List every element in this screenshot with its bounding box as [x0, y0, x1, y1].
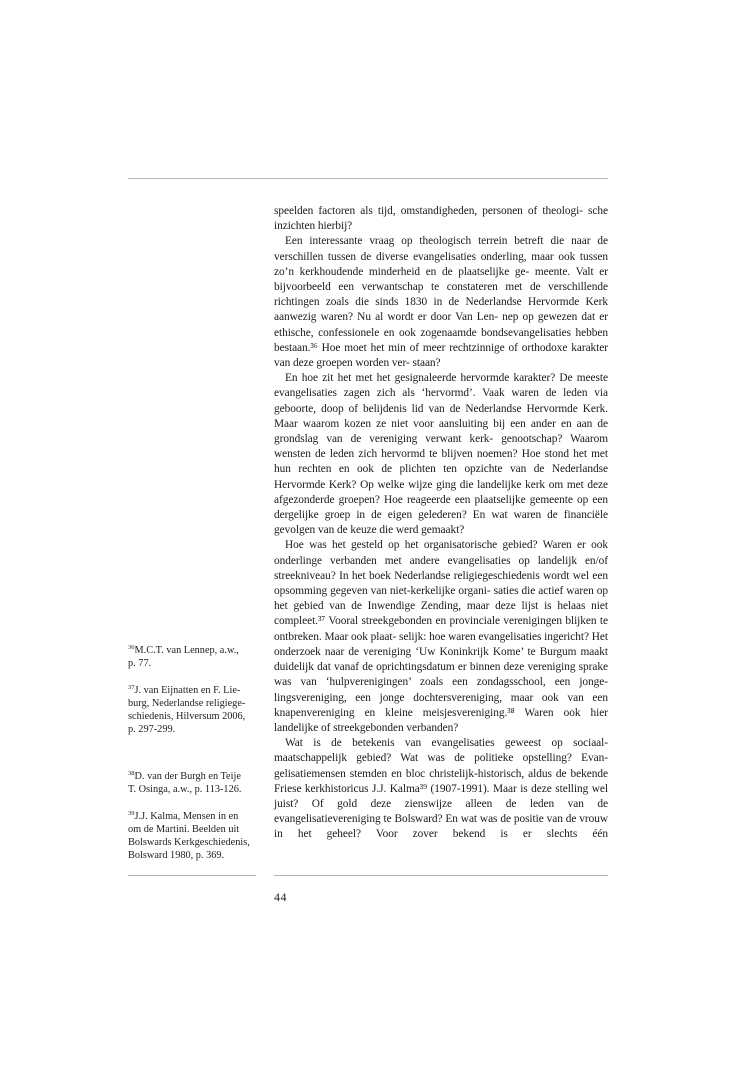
footnote-39 [128, 810, 256, 862]
text-line: Een interessante vraag op theologisch terrein betreft die naar [285, 235, 591, 248]
text-line: en/of streekniveau? In het boek Nederlandse religiegeschiedenis [274, 554, 608, 582]
paragraph-3 [274, 371, 608, 538]
text-line: genootschap? Waarom wensten de leden zich hervormd te blijven [274, 433, 608, 461]
text-line: is deze stelling wel juist? Of gold deze zienswijze alleen de leden [274, 782, 608, 810]
footnote-number: 39 [128, 810, 135, 817]
text-line: dat vanaf de oprichtingsdatum er binnen deze vereniging sprake [317, 661, 608, 674]
footnote-line: om de Martini. Beelden uit [128, 824, 240, 835]
text-line: Hoe was het gesteld op het organisatorische gebied? Waren er [285, 539, 586, 552]
footnote-bottom-rule [128, 875, 256, 876]
text-line: ook tussen zo’n kerkhoudende minderheid en de plaatselijke ge- [274, 250, 608, 278]
text-line: meeste evangelisaties zagen zich als ‘hervormd’. Vaak waren de [274, 372, 608, 400]
footnote-number: 36 [128, 644, 135, 651]
text-line: En hoe zit het met het gesignaleerde hervormde karakter? De [285, 372, 573, 385]
footnote-line: Bolswards Kerkgeschiedenis, [128, 837, 250, 848]
text-line: die werd gemaakt? [379, 524, 465, 537]
main-text-column [274, 204, 608, 843]
text-line: bekende Friese kerkhistoricus J.J. Kalma³⁹ (1907-1991). Maar [274, 767, 608, 795]
text-line: wordt wel een opsomming gegeven van niet-kerkelijke organi- [274, 569, 608, 598]
text-line: knapenvereniging en kleine meisjesvereniging.³⁸ Waren ook hier [274, 706, 608, 719]
text-line: van de evangelisatievereniging te Bolsward? En wat was de positie [274, 797, 608, 826]
text-line: lingsvereniging, een jonge dochtersvereniging, maar ook van een [274, 691, 608, 704]
top-rule [128, 178, 608, 179]
text-line: speelden factoren als tijd, omstandigheden, personen of theologi- [274, 205, 583, 217]
page-number: 44 [274, 890, 287, 904]
footnote-line: M.C.T. van Lennep, a.w., [134, 645, 239, 656]
text-line: maatschappelijk gebied? Wat was de politieke opstelling? Evan- [274, 752, 608, 765]
footnote-number: 38 [128, 770, 135, 777]
footnote-36 [128, 644, 256, 670]
footnote-line: J.J. Kalma, Mensen in en [134, 811, 239, 822]
footnote-38 [128, 770, 256, 796]
text-line: selijk: hoe waren evangelisaties ingericht? Het onderzoek naar [274, 630, 608, 658]
text-line: de verschillen tussen de diverse evangelisaties onderling, maar [274, 235, 608, 263]
text-line: noemen? Hoe stond het met hun rechten en ook de plichten ten [274, 448, 608, 476]
text-line: de vereniging ‘Uw Koninkrijk Kome’ te Burgum maakt duidelijk [274, 645, 608, 674]
text-line: en provinciale verenigingen blijken te ontbreken. Maar ook plaat- [274, 615, 608, 643]
text-line: ging die landelijke kerk om met deze afgezonderde groepen? Hoe [274, 478, 608, 506]
text-line: van de vrouw in het geheel? Voor zover bekend is er slechts één [274, 813, 608, 841]
footnote-line: D. van der Burgh en Teije [134, 771, 241, 782]
footnote-number: 37 [128, 684, 135, 691]
footnote-line: Bolsward 1980, p. 369. [128, 850, 225, 861]
text-line: nep op gewezen dat er ethische, confessionele en ook zogenaamde [274, 311, 608, 339]
text-line: landelijke of streekgebonden verbanden? [274, 721, 459, 734]
paragraph-4 [274, 538, 608, 736]
footnote-line: J. van Eijnatten en F. Lie- [134, 685, 241, 696]
bottom-rule [274, 875, 608, 876]
text-line: Hervormde Kerk. Maar waarom kozen ze niet voor aansluiting [274, 402, 608, 430]
text-line: Hervormde Kerk aanwezig waren? Nu al wordt er door Van Len- [274, 296, 609, 324]
text-line: reageerde een plaatselijke gemeente op een dergelijke groep in de [274, 493, 608, 522]
text-line: eigen gelederen? En wat waren de financiële gevolgen van de keuze [274, 509, 608, 537]
paragraph-2 [274, 234, 608, 371]
paragraph-1 [274, 204, 608, 234]
footnote-line: T. Osinga, a.w., p. 113-126. [128, 784, 242, 795]
text-line: rechtzinnige of orthodoxe karakter van deze groepen worden ver- [274, 341, 608, 370]
footnote-37 [128, 684, 256, 736]
text-line: saties die actief waren op het gebied van de Inwendige Zending, [274, 585, 608, 613]
text-line: ook onderlinge verbanden met andere evangelisaties op landelijk [274, 539, 608, 567]
text-line: meente. Valt er bijvoorbeeld een verwantschap te constateren met [274, 265, 608, 294]
text-line: sche inzichten hierbij? [274, 205, 608, 233]
paragraph-5 [274, 736, 608, 842]
text-line: de verschillende richtingen zoals die sinds 1830 in de Nederlandse [274, 281, 608, 309]
text-line: staan? [412, 357, 441, 370]
text-line: opzichte van de Nederlandse Hervormde Kerk? Op welke wijze [274, 463, 608, 491]
footnote-line: burg, Nederlandse religiege- [128, 698, 246, 709]
footnote-line: p. 77. [128, 658, 152, 669]
text-line: gelisatiemensen stemden en bloc christelijk-historisch, aldus de [274, 767, 567, 780]
text-line: bondsevangelisaties hebben bestaan.³⁶ Hoe moet het min of meer [274, 326, 608, 354]
text-line: leden via geboorte, doop of belijdenis lid van de Nederlandse [274, 387, 608, 415]
footnote-line: schiedenis, Hilversum 2006, [128, 711, 246, 722]
text-line: Wat is de betekenis van evangelisaties geweest op sociaal- [285, 737, 608, 750]
footnote-line: p. 297-299. [128, 724, 176, 735]
text-line: was van ‘hulpverenigingen’ zoals een zondagsschool, een jonge- [274, 676, 608, 689]
text-line: bij een ander en aan de grondslag van de vereniging verwant kerk- [274, 417, 609, 446]
text-line: maar deze lijst is helaas niet compleet.³⁷ Vooral streekgebonden [274, 600, 608, 628]
